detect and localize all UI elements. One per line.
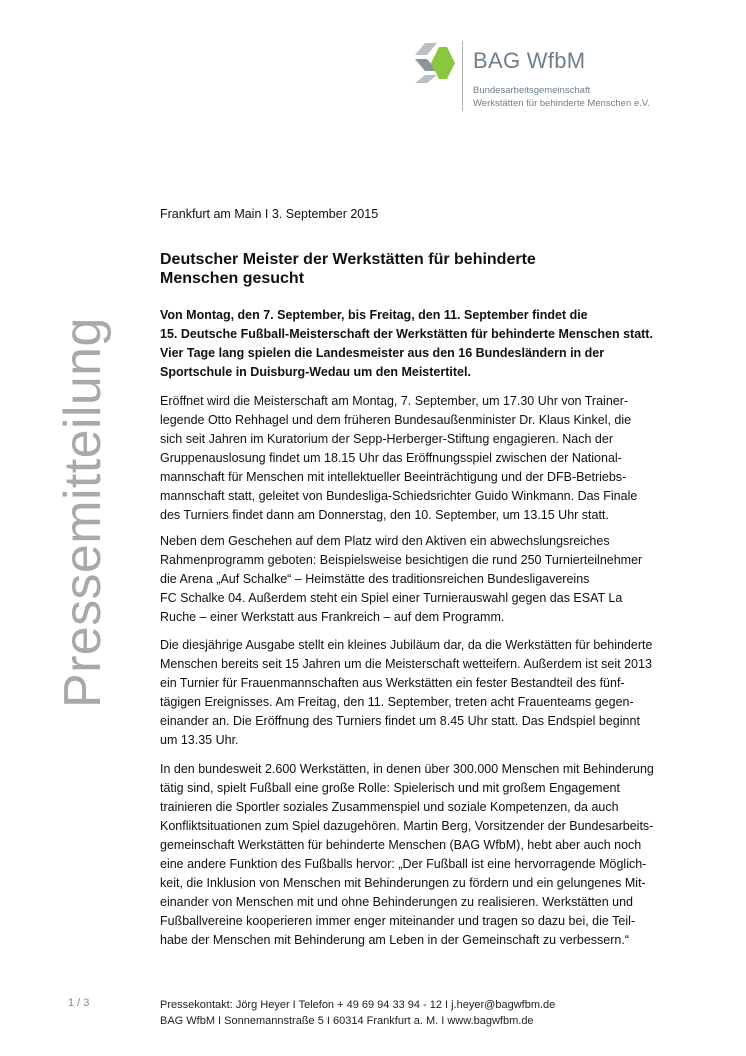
paragraph-line: mannschaft für Menschen mit intellektueller Beeinträchtigung und der DFB-Betriebs-	[160, 470, 627, 484]
paragraph-line: Neben dem Geschehen auf dem Platz wird den Aktiven ein abwechslungsreiches	[160, 534, 610, 548]
logo-divider	[462, 41, 463, 111]
body-paragraph-1	[160, 392, 680, 525]
logo-subtitle-line2: Werkstätten für behinderte Menschen e.V.	[473, 98, 650, 109]
paragraph-line: Konfliktsituationen zum Spiel dazugehören. Martin Berg, Vorsitzender der Bundesarbeits-	[160, 819, 654, 833]
paragraph-line: Menschen bereits seit 15 Jahren um die Meisterschaft wetteifern. Außerdem ist seit 2013	[160, 657, 652, 671]
paragraph-line: legende Otto Rehhagel und dem früheren Bundesaußenminister Dr. Klaus Kinkel, die	[160, 413, 632, 427]
logo-mark-icon	[414, 43, 456, 83]
paragraph-line: trainieren die Sportler soziales Zusammenspiel und soziale Kompetenzen, da auch	[160, 800, 619, 814]
paragraph-line: ein Turnier für Frauenmannschaften aus Werkstätten ein fester Bestandteil des fünf-	[160, 676, 625, 690]
paragraph-line: um 13.35 Uhr.	[160, 733, 239, 747]
paragraph-line: Eröffnet wird die Meisterschaft am Montag, 7. September, um 17.30 Uhr von Trainer-	[160, 394, 629, 408]
headline	[160, 250, 660, 288]
paragraph-line: Gruppenauslosung findet um 18.15 Uhr das Eröffnungsspiel zwischen der National-	[160, 451, 622, 465]
lead-line: Sportschule in Duisburg-Wedau um den Meistertitel.	[160, 365, 471, 379]
footer-contact	[160, 997, 555, 1029]
paragraph-line: die Arena „Auf Schalke“ – Heimstätte des traditionsreichen Bundesligavereins	[160, 572, 590, 586]
document-type-label: Pressemitteilung	[54, 317, 112, 708]
organization-logo	[414, 41, 734, 121]
paragraph-line: mannschaft statt, geleitet von Bundesliga-Schiedsrichter Guido Winkmann. Das Finale	[160, 489, 638, 503]
paragraph-line: Rahmenprogramm geboten: Beispielsweise besichtigen die rund 250 Turnierteilnehmer	[160, 553, 643, 567]
paragraph-line: Fußballvereine kooperieren immer enger miteinander und tragen so dazu bei, die Teil-	[160, 914, 636, 928]
paragraph-line: sich seit Jahren im Kuratorium der Sepp-Herberger-Stiftung engagieren. Nach der	[160, 432, 614, 446]
lead-line: Von Montag, den 7. September, bis Freitag, den 11. September findet die	[160, 308, 588, 322]
body-paragraph-4	[160, 760, 680, 950]
footer-contact-line: Pressekontakt: Jörg Heyer I Telefon + 49 69 94 33 94 - 12 I j.heyer@bagwfbm.de	[160, 999, 556, 1011]
headline-line: Menschen gesucht	[160, 270, 305, 287]
paragraph-line: In den bundesweit 2.600 Werkstätten, in denen über 300.000 Menschen mit Behinderung	[160, 762, 654, 776]
paragraph-line: Ruche – einer Werkstatt aus Frankreich – auf dem Programm.	[160, 610, 505, 624]
paragraph-line: eine andere Funktion des Fußballs hervor: „Der Fußball ist eine hervorragende Möglich-	[160, 857, 647, 871]
body-paragraph-3	[160, 636, 680, 750]
paragraph-line: tägigen Ereignisses. Am Freitag, den 11. September, treten acht Frauenteams gegen-	[160, 695, 634, 709]
lead-paragraph	[160, 306, 680, 382]
page-number: 1 / 3	[68, 997, 90, 1009]
paragraph-line: einander an. Die Eröffnung des Turniers findet um 8.45 Uhr statt. Das Endspiel beginnt	[160, 714, 640, 728]
body-paragraph-2	[160, 532, 680, 627]
logo-subtitle-line1: Bundesarbeitsgemeinschaft	[473, 85, 591, 96]
paragraph-line: FC Schalke 04. Außerdem steht ein Spiel einer Turnierauswahl gegen das ESAT La	[160, 591, 623, 605]
headline-line: Deutscher Meister der Werkstätten für behinderte	[160, 251, 536, 268]
lead-line: Vier Tage lang spielen die Landesmeister aus den 16 Bundesländern in der	[160, 346, 605, 360]
paragraph-line: gemeinschaft Werkstätten für behinderte Menschen (BAG WfbM), hebt aber auch noch	[160, 838, 642, 852]
logo-name: BAG WfbM	[473, 48, 586, 73]
dateline: Frankfurt am Main I 3. September 2015	[160, 207, 379, 221]
paragraph-line: tätig sind, spielt Fußball eine große Rolle: Spielerisch und mit großem Engagement	[160, 781, 620, 795]
paragraph-line: des Turniers findet dann am Donnerstag, den 10. September, um 13.15 Uhr statt.	[160, 508, 609, 522]
footer-address-line: BAG WfbM I Sonnemannstraße 5 I 60314 Frankfurt a. M. I www.bagwfbm.de	[160, 1015, 534, 1027]
paragraph-line: einander von Menschen mit und ohne Behinderungen zu realisieren. Werkstätten und	[160, 895, 633, 909]
lead-line: 15. Deutsche Fußball-Meisterschaft der Werkstätten für behinderte Menschen statt.	[160, 327, 653, 341]
paragraph-line: Die diesjährige Ausgabe stellt ein kleines Jubiläum dar, da die Werkstätten für behinderte	[160, 638, 653, 652]
paragraph-line: keit, die Inklusion von Menschen mit Behinderungen zu fördern und ein gelungenes Mit-	[160, 876, 646, 890]
paragraph-line: habe der Menschen mit Behinderung am Leben in der Gemeinschaft zu verbessern.“	[160, 933, 630, 947]
